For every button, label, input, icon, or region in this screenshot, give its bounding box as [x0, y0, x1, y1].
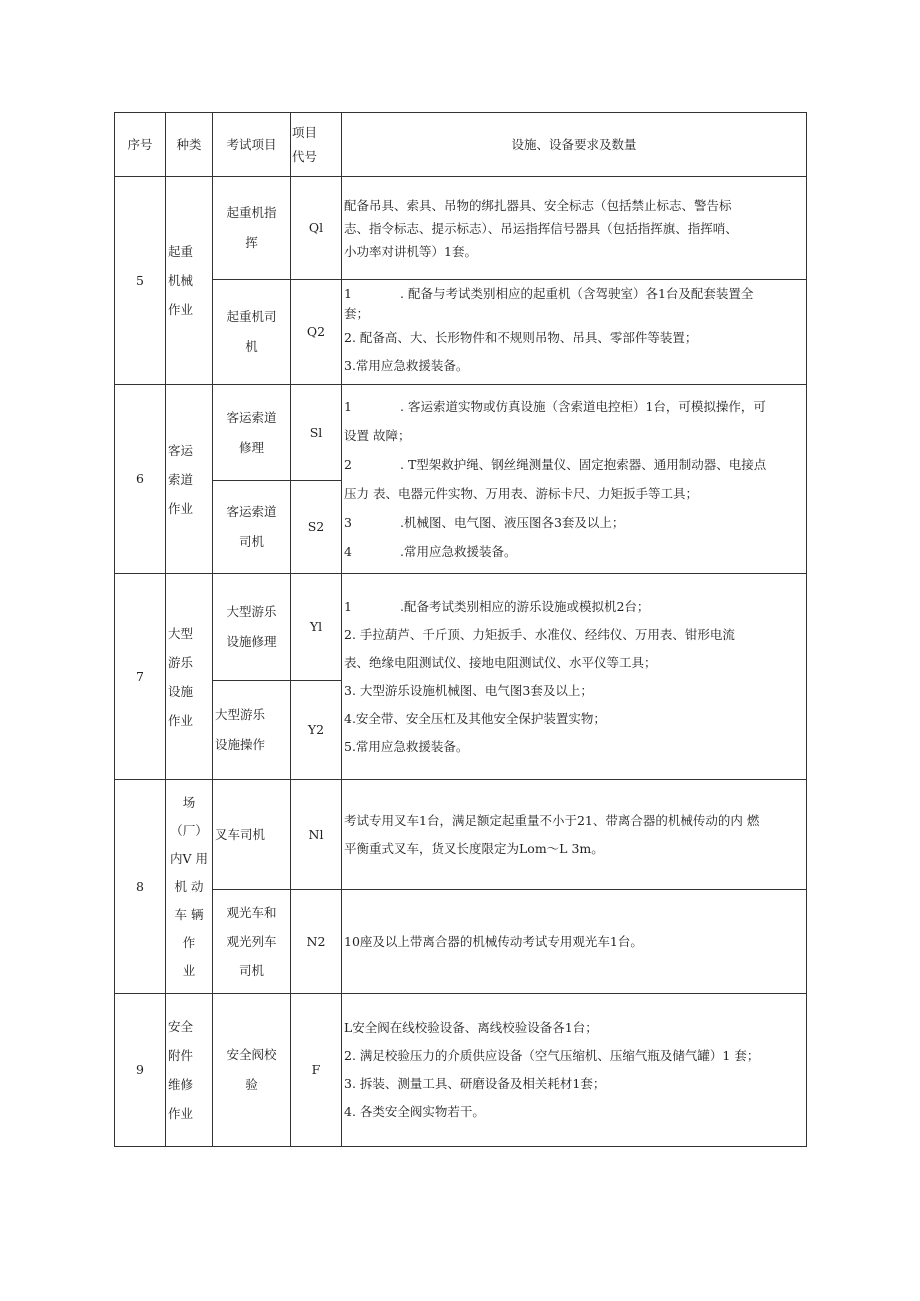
requirements-cell: [342, 780, 807, 890]
requirement-line: 2. 满足校验压力的介质供应设备（空气压缩机、压缩气瓶及储气罐）1 套；: [344, 1048, 760, 1063]
requirement-line: 3. 拆装、测量工具、研磨设备及相关耗材1套；: [344, 1076, 606, 1091]
item-code: Ql: [291, 177, 342, 280]
table-row: [115, 574, 807, 681]
row-category: 安全 附件 维修 作业: [166, 994, 213, 1147]
requirement-line: 4.安全带、安全压杠及其他安全保护装置实物；: [344, 710, 606, 726]
requirement-line: 配备吊具、索具、吊物的绑扎器具、安全标志（包括禁止标志、警告标: [344, 197, 732, 213]
requirements-cell: [342, 890, 807, 994]
requirements-cell: [342, 994, 807, 1147]
exam-item: 客运索道 司机: [213, 481, 291, 574]
table-row: [115, 280, 807, 385]
exam-item: 大型游乐 设施修理: [213, 574, 291, 681]
exam-item: 起重机司 机: [213, 280, 291, 385]
header-seq: 序号: [115, 113, 166, 177]
requirement-line: 2. 手拉葫芦、千斤顶、力矩扳手、水准仪、经纬仪、万用表、钳形电流: [344, 626, 735, 642]
requirement-line: 3. 大型游乐设施机械图、电气图3套及以上；: [344, 682, 593, 698]
exam-item: 大型游乐 设施操作: [213, 681, 291, 780]
item-code: Sl: [291, 385, 342, 481]
exam-item: 观光车和 观光列车 司机: [213, 890, 291, 994]
item-code: F: [291, 994, 342, 1147]
table-header-row: [115, 113, 807, 177]
requirement-line: 设置 故障；: [344, 428, 411, 443]
exam-item: 安全阀校 验: [213, 994, 291, 1147]
header-item-code: 项目 代号: [291, 113, 342, 177]
requirement-line: 1 . 配备与考试类别相应的起重机（含驾驶室）各1台及配套装置全: [344, 286, 754, 301]
requirements-cell: [342, 177, 807, 280]
requirements-cell: [342, 385, 807, 574]
requirement-line: 平衡重式叉车，货叉长度限定为Lom～L 3m。: [344, 840, 604, 856]
header-requirements: 设施、设备要求及数量: [342, 113, 807, 177]
requirement-line: 3.常用应急救援装备。: [344, 358, 469, 373]
row-seq: 7: [115, 574, 166, 780]
requirement-line: 表、绝缘电阻测试仪、接地电阻测试仪、水平仪等工具；: [344, 654, 657, 670]
requirement-line: 2 . T型架救护绳、钢丝绳测量仪、固定抱索器、通用制动器、电接点: [344, 457, 767, 472]
row-seq: 5: [115, 177, 166, 385]
item-code: Nl: [291, 780, 342, 890]
header-category: 种类: [166, 113, 213, 177]
equipment-requirements-table: [114, 112, 807, 1147]
requirement-line: 志、指令标志、提示标志）、吊运指挥信号器具（包括指挥旗、指挥哨、: [344, 220, 738, 236]
requirement-line: 压力 表、电器元件实物、万用表、游标卡尺、力矩扳手等工具；: [344, 486, 698, 501]
requirement-line: 套；: [344, 306, 370, 321]
requirements-cell: [342, 574, 807, 780]
requirement-line: 4 .常用应急救援装备。: [344, 544, 517, 559]
table-row: [115, 890, 807, 994]
item-code: Q2: [291, 280, 342, 385]
exam-item: 客运索道 修理: [213, 385, 291, 481]
row-seq: 9: [115, 994, 166, 1147]
row-seq: 8: [115, 780, 166, 994]
requirement-line: 4. 各类安全阀实物若干。: [344, 1104, 485, 1119]
requirement-line: 10座及以上带离合器的机械传动考试专用观光车1台。: [344, 934, 643, 949]
exam-item: 起重机指 挥: [213, 177, 291, 280]
item-code: Y2: [291, 681, 342, 780]
row-category: 场 （厂） 内V 用 机 动 车 辆 作 业: [166, 780, 213, 994]
requirements-cell: [342, 280, 807, 385]
requirement-line: 1 . 客运索道实物或仿真设施（含索道电控柜）1台，可模拟操作，可: [344, 399, 766, 414]
row-category: 客运 索道 作业: [166, 385, 213, 574]
requirement-line: L安全阀在线校验设备、离线校验设备各1台；: [344, 1020, 598, 1035]
row-category: 大型 游乐 设施 作业: [166, 574, 213, 780]
table-row: [115, 994, 807, 1147]
item-code: Yl: [291, 574, 342, 681]
header-exam-item: 考试项目: [213, 113, 291, 177]
requirement-line: 小功率对讲机等）1套。: [344, 243, 477, 259]
requirement-line: 5.常用应急救援装备。: [344, 738, 469, 754]
exam-item: 叉车司机: [213, 780, 291, 890]
item-code: N2: [291, 890, 342, 994]
requirement-line: 1 .配备考试类别相应的游乐设施或模拟机2台；: [344, 598, 650, 614]
requirement-line: 3 .机械图、电气图、液压图各3套及以上；: [344, 515, 625, 530]
table-row: [115, 177, 807, 280]
row-category: 起重 机械 作业: [166, 177, 213, 385]
item-code: S2: [291, 481, 342, 574]
table-row: [115, 780, 807, 890]
row-seq: 6: [115, 385, 166, 574]
table-row: [115, 385, 807, 481]
requirement-line: 2. 配备高、大、长形物件和不规则吊物、吊具、零部件等装置；: [344, 330, 698, 345]
requirement-line: 考试专用叉车1台，满足额定起重量不小于21、带离合器的机械传动的内 燃: [344, 812, 760, 828]
